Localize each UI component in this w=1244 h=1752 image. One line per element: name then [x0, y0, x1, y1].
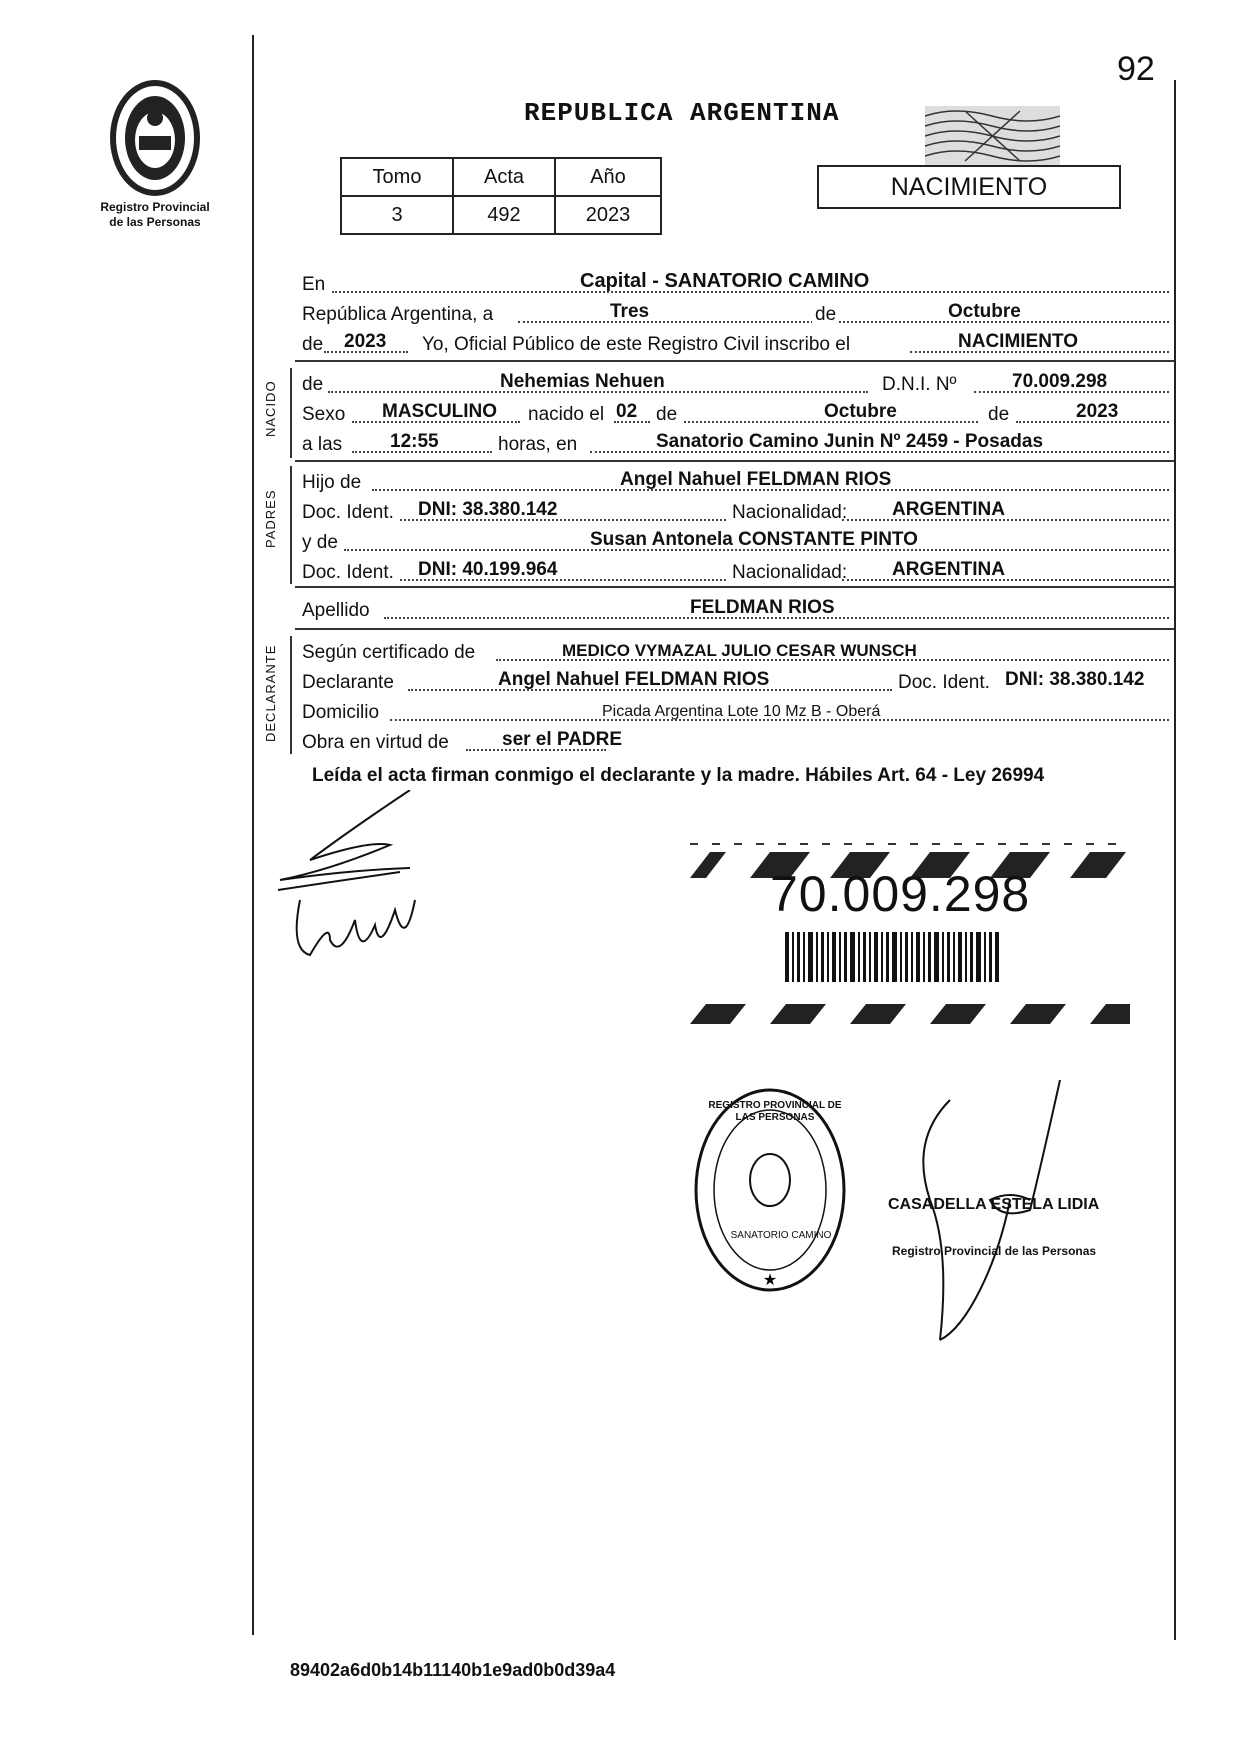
birth-year: 2023: [1076, 401, 1119, 422]
page-number: 92: [1117, 50, 1155, 88]
anio-value: 2023: [555, 196, 661, 234]
side-label-nacido: NACIDO: [263, 380, 278, 437]
child-sex: MASCULINO: [382, 401, 498, 422]
country-title: REPUBLICA ARGENTINA: [524, 98, 840, 128]
issuer-line1: Registro Provincial: [100, 200, 210, 214]
child-dni: 70.009.298: [1012, 371, 1108, 392]
dni-barcode: [785, 932, 1015, 982]
issuer-line2: de las Personas: [109, 215, 201, 229]
place-label: En: [302, 274, 326, 295]
birth-place: Sanatorio Camino Junin Nº 2459 - Posadas: [656, 431, 1044, 452]
mother-row: y de Susan Antonela CONSTANTE PINTO: [302, 526, 1169, 556]
day-value: Tres: [610, 301, 650, 322]
left-margin-line: [252, 35, 254, 1635]
declarant-doc: DNI: 38.380.142: [1005, 669, 1145, 690]
child-name-row: de Nehemias Nehuen D.N.I. Nº 70.009.298: [302, 368, 1169, 398]
father-nationality: ARGENTINA: [892, 499, 1005, 520]
year-value: 2023: [344, 331, 387, 352]
place-row: [302, 268, 1169, 298]
act-type-box: NACIMIENTO: [817, 165, 1121, 209]
father-row: Hijo de Angel Nahuel FELDMAN RIOS: [302, 466, 1169, 496]
official-signature: [880, 1080, 1080, 1350]
child-name: Nehemias Nehuen: [500, 371, 665, 392]
side-label-declarante: DECLARANTE: [263, 644, 278, 742]
mother-nationality: ARGENTINA: [892, 559, 1005, 580]
right-margin-line: [1174, 80, 1176, 1640]
address-value: Picada Argentina Lote 10 Mz B - Oberá: [602, 703, 881, 720]
capacity-row: Obra en virtud de ser el PADRE: [302, 729, 623, 753]
anio-header: Año: [555, 158, 661, 196]
surname-value: FELDMAN RIOS: [690, 597, 835, 618]
province-seal-icon: [105, 78, 205, 198]
acta-header: Acta: [453, 158, 555, 196]
mother-name: Susan Antonela CONSTANTE PINTO: [590, 529, 918, 550]
father-name: Angel Nahuel FELDMAN RIOS: [620, 469, 892, 490]
svg-text:★: ★: [762, 1270, 778, 1289]
dni-sticker-pattern-bottom: [690, 1000, 1130, 1026]
stamp-ring-text: REGISTRO PROVINCIAL DE LAS PERSONAS: [708, 1100, 842, 1123]
year-row: de 2023 Yo, Oficial Público de este Registro Civil inscribo el NACIMIENTO: [302, 328, 1169, 358]
child-time-row: a las 12:55 horas, en Sanatorio Camino Junin Nº 2459 - Posadas: [302, 428, 1169, 458]
side-label-padres: PADRES: [263, 489, 278, 548]
birth-month: Octubre: [824, 401, 897, 422]
tomo-header: Tomo: [341, 158, 453, 196]
father-doc: DNI: 38.380.142: [418, 499, 558, 520]
capacity-value: ser el PADRE: [502, 729, 623, 750]
security-pattern: [925, 106, 1060, 166]
acta-value: 492: [453, 196, 555, 234]
registry-table: [340, 157, 662, 235]
month-value: Octubre: [948, 301, 1021, 322]
date-row: República Argentina, a Tres de Octubre: [302, 298, 1169, 328]
mother-doc: DNI: 40.199.964: [418, 559, 558, 580]
certificate-value: MEDICO VYMAZAL JULIO CESAR WUNSCH: [562, 641, 917, 660]
tomo-value: 3: [341, 196, 453, 234]
declarant-row: Declarante Angel Nahuel FELDMAN RIOS Doc. Ident. DNI: 38.380.142: [302, 669, 1145, 693]
official-org: Registro Provincial de las Personas: [892, 1244, 1097, 1258]
act-value: NACIMIENTO: [958, 331, 1078, 352]
surname-row: Apellido FELDMAN RIOS: [302, 594, 1169, 624]
place-value: Capital - SANATORIO CAMINO: [580, 270, 870, 292]
declarant-name: Angel Nahuel FELDMAN RIOS: [498, 669, 770, 690]
child-sex-row: Sexo MASCULINO nacido el 02 de Octubre de 2023: [302, 398, 1169, 428]
declarant-signature: [270, 790, 440, 970]
address-row: Domicilio Picada Argentina Lote 10 Mz B - Oberá: [302, 696, 1169, 726]
mother-doc-row: Doc. Ident. DNI: 40.199.964 Nacionalidad: ARGENTINA: [302, 556, 1169, 586]
birth-day: 02: [616, 401, 638, 422]
closing-note: Leída el acta firman conmigo el declarante y la madre. Hábiles Art. 64 - Ley 26994: [312, 765, 1045, 786]
certificate-row: Según certificado de MEDICO VYMAZAL JULIO CESAR WUNSCH: [302, 636, 1169, 666]
dni-sticker-number: 70.009.298: [770, 866, 1031, 922]
birth-time: 12:55: [390, 431, 439, 452]
stamp-inner-text: SANATORIO CAMINO: [730, 1230, 832, 1241]
official-name: CASADELLA ESTELA LIDIA: [888, 1196, 1100, 1213]
father-doc-row: Doc. Ident. DNI: 38.380.142 Nacionalidad: ARGENTINA: [302, 496, 1169, 526]
document-hash: 89402a6d0b14b11140b1e9ad0b0d39a4: [290, 1660, 616, 1680]
